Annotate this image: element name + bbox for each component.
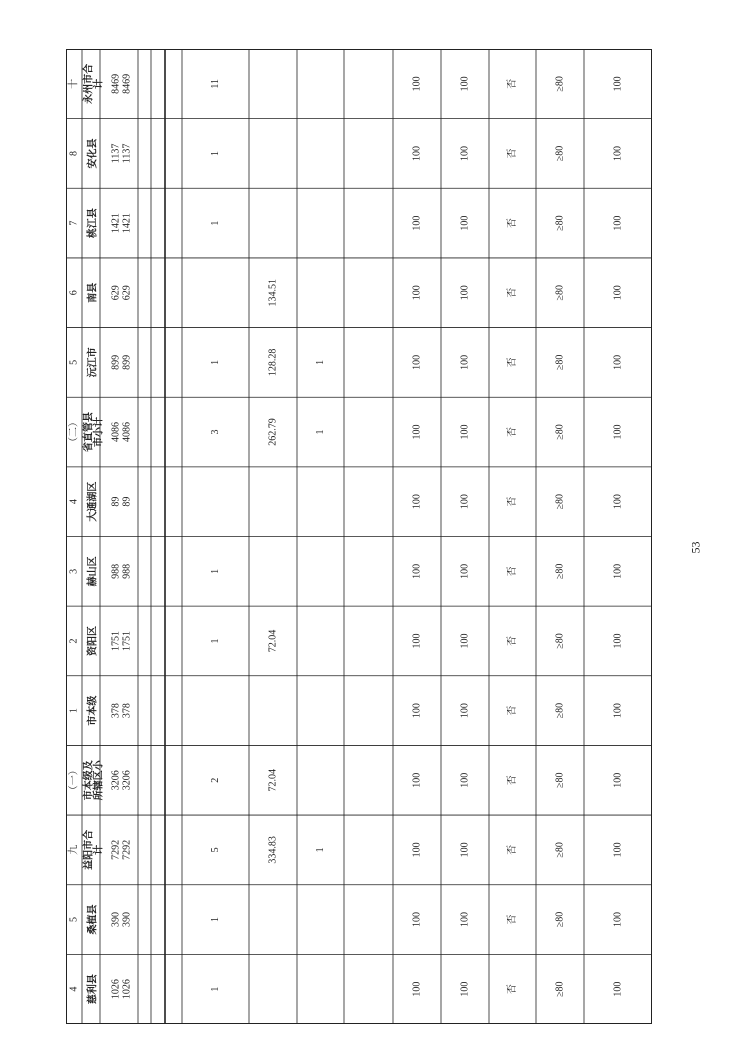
cell-value: ≥80 (554, 285, 566, 301)
column-seq: （一） (68, 765, 80, 796)
column-name: 资阳区 (87, 625, 99, 656)
cell-value: 100 (411, 354, 423, 370)
cell-value: 3206 (110, 770, 122, 791)
cell-value: 1 (315, 429, 326, 435)
column-seq: 4 (68, 499, 80, 505)
column-seq: 7 (68, 220, 80, 226)
column-name: 益阳市合 (83, 829, 95, 870)
cell-value: 629 (121, 285, 133, 301)
column-name: 桃江县 (87, 208, 99, 239)
cell-value: 100 (459, 145, 471, 161)
cell-value: 100 (612, 424, 624, 440)
page-number: 53 (688, 541, 703, 554)
cell-value: 1 (315, 847, 326, 853)
cell-value: ≥80 (554, 702, 566, 719)
column-name: 安化县 (87, 138, 99, 169)
cell-value: 100 (459, 76, 471, 92)
cell-value: ≥80 (554, 842, 566, 858)
column-name: 慈利县 (87, 974, 99, 1005)
cell-value: 378 (121, 703, 133, 719)
column-seq: 1 (68, 708, 80, 714)
cell-value: 899 (110, 354, 122, 370)
cell-value: 134.51 (267, 279, 279, 307)
cell-value: 否 (507, 844, 518, 855)
column-name: 市本级 (87, 695, 99, 726)
cell-value: 100 (411, 215, 423, 231)
cell-value: 1751 (121, 630, 133, 651)
column-name: 南县 (87, 282, 99, 303)
cell-value: ≥80 (554, 633, 566, 649)
cell-value: 988 (121, 563, 133, 579)
cell-value: 378 (110, 703, 122, 719)
column-seq: 2 (68, 638, 80, 644)
column-name: 市小计 (93, 417, 105, 448)
cell-value: 100 (411, 703, 423, 719)
column-seq: 4 (68, 986, 80, 992)
cell-value: 899 (121, 354, 133, 370)
cell-value: 1026 (121, 979, 133, 1000)
cell-value: 100 (459, 842, 471, 858)
cell-value: ≥80 (554, 354, 566, 371)
cell-value: 100 (612, 633, 624, 649)
cell-value: 100 (612, 842, 624, 858)
table-grid (66, 49, 652, 1024)
cell-value: 262.79 (267, 418, 279, 446)
cell-value: 988 (110, 563, 122, 579)
cell-value: 否 (507, 775, 518, 786)
cell-value: 100 (411, 912, 423, 928)
cell-value: 100 (612, 981, 624, 997)
cell-value: 100 (411, 145, 423, 161)
cell-value: 1 (210, 568, 221, 574)
cell-value: 72.04 (267, 769, 279, 792)
cell-value: ≥80 (554, 145, 566, 162)
cell-value: ≥80 (554, 424, 566, 440)
cell-value: 8469 (121, 73, 133, 94)
cell-value: 100 (612, 563, 624, 579)
cell-value: ≥80 (554, 76, 566, 92)
cell-value: 否 (507, 984, 518, 995)
column-seq: 九 (68, 844, 80, 855)
cell-value: 1 (210, 986, 221, 992)
cell-value: 1 (210, 220, 221, 226)
cell-value: 100 (459, 285, 471, 301)
cell-value: 1137 (110, 143, 122, 164)
column-name: 大通湖区 (87, 481, 99, 522)
column-seq: 3 (68, 568, 80, 574)
cell-value: 4086 (121, 422, 133, 443)
cell-value: 1 (210, 359, 221, 365)
cell-value: 100 (612, 354, 624, 370)
cell-value: 100 (411, 563, 423, 579)
cell-value: ≥80 (554, 215, 566, 231)
cell-value: 100 (612, 772, 624, 788)
column-seq: （二） (68, 417, 80, 448)
cell-value: 100 (612, 215, 624, 231)
cell-value: 100 (459, 912, 471, 928)
cell-value: ≥80 (554, 911, 566, 928)
cell-value: 否 (507, 287, 518, 298)
cell-value: 100 (411, 76, 423, 92)
cell-value: 否 (507, 496, 518, 507)
cell-value: 3 (210, 429, 221, 435)
cell-value: 1 (315, 359, 326, 365)
column-name: 桑植县 (87, 904, 99, 935)
cell-value: 100 (612, 285, 624, 301)
cell-value: 1421 (121, 213, 133, 234)
cell-value: 100 (411, 772, 423, 788)
cell-value: 2 (210, 777, 221, 783)
cell-value: 100 (459, 494, 471, 510)
cell-value: 3206 (121, 770, 133, 791)
cell-value: ≥80 (554, 563, 566, 580)
cell-value: 否 (507, 357, 518, 368)
cell-value: 7292 (110, 839, 122, 860)
cell-value: 100 (459, 703, 471, 719)
cell-value: 1 (210, 150, 221, 156)
cell-value: 1026 (110, 979, 122, 1000)
cell-value: 1 (210, 638, 221, 644)
cell-value: 否 (507, 427, 518, 438)
cell-value: 629 (110, 285, 122, 301)
cell-value: 100 (411, 494, 423, 510)
cell-value: ≥80 (554, 772, 566, 788)
cell-value: 89 (110, 496, 122, 507)
cell-value: 11 (210, 79, 221, 89)
column-seq: 5 (68, 917, 80, 923)
cell-value: 5 (210, 847, 221, 853)
rotated-table (66, 49, 652, 1024)
cell-value: 128.28 (267, 348, 279, 377)
cell-value: 100 (411, 633, 423, 649)
cell-value: 100 (459, 633, 471, 649)
cell-value: 100 (612, 76, 624, 92)
column-seq: 8 (68, 150, 80, 156)
cell-value: 否 (507, 566, 518, 577)
cell-value: ≥80 (554, 493, 566, 510)
cell-value: 7292 (121, 839, 133, 860)
column-name: 市本级及 (83, 760, 95, 801)
column-name: 计 (93, 78, 105, 89)
column-name: 省直管县 (83, 412, 95, 453)
cell-value: ≥80 (554, 981, 566, 997)
cell-value: 100 (459, 424, 471, 440)
cell-value: 8469 (110, 73, 122, 94)
cell-value: 89 (121, 496, 133, 507)
cell-value: 100 (411, 842, 423, 858)
cell-value: 100 (411, 285, 423, 301)
column-name: 沅江市 (87, 347, 99, 378)
grid-lines (66, 49, 652, 1024)
cell-value: 1751 (110, 630, 122, 651)
cell-value: 否 (507, 148, 518, 159)
cell-value: 否 (507, 218, 518, 229)
cell-value: 1 (210, 917, 221, 923)
cell-value: 100 (612, 703, 624, 719)
column-name: 计 (93, 844, 105, 855)
column-name: 所辖区小 (93, 760, 105, 801)
cell-value: 否 (507, 78, 518, 89)
cell-value: 1137 (121, 143, 133, 164)
cell-value: 390 (121, 912, 133, 928)
cell-value: 100 (612, 145, 624, 161)
cell-value: 否 (507, 914, 518, 925)
column-seq: 6 (68, 290, 80, 296)
cell-value: 100 (459, 215, 471, 231)
column-name: 赫山区 (87, 556, 99, 587)
cell-value: 100 (459, 981, 471, 997)
cell-value: 否 (507, 635, 518, 646)
cell-value: 100 (411, 424, 423, 440)
cell-value: 334.83 (267, 836, 279, 864)
cell-value: 100 (459, 563, 471, 579)
column-name: 永州市合 (83, 63, 95, 104)
cell-value: 100 (612, 912, 624, 928)
column-seq: 十 (68, 78, 80, 89)
cell-value: 4086 (110, 422, 122, 443)
column-seq: 5 (68, 359, 80, 365)
cell-value: 72.04 (267, 629, 279, 653)
cell-value: 1421 (110, 213, 122, 234)
cell-value: 否 (507, 705, 518, 716)
cell-value: 100 (411, 981, 423, 997)
cell-value: 100 (612, 494, 624, 510)
cell-value: 390 (110, 912, 122, 928)
cell-value: 100 (459, 772, 471, 788)
cell-value: 100 (459, 354, 471, 370)
